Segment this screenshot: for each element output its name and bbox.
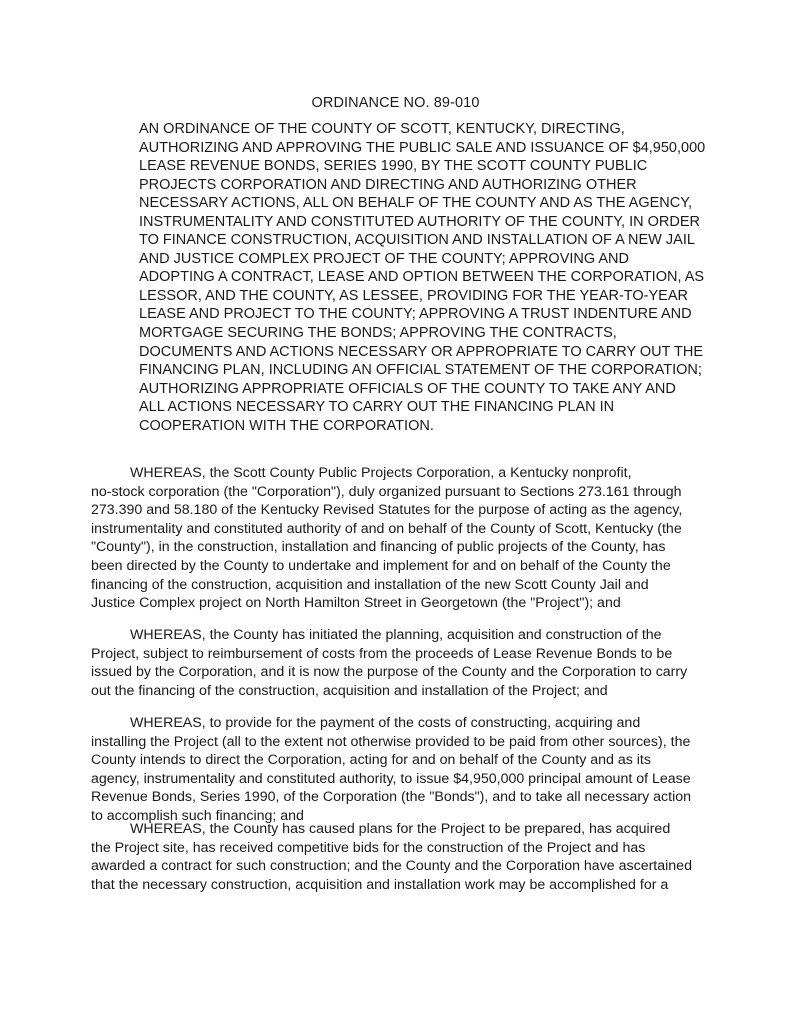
caption-line: ADOPTING A CONTRACT, LEASE AND OPTION BETWEEN THE CORPORATION, AS [139, 269, 705, 286]
paragraph-line: Project, subject to reimbursement of costs from the proceeds of Lease Revenue Bonds to be [91, 645, 673, 662]
paragraph-line: no-stock corporation (the "Corporation"), duly organized pursuant to Sections 273.161 through [91, 483, 682, 500]
paragraph-line: WHEREAS, the Scott County Public Projects Corporation, a Kentucky nonprofit, [130, 465, 632, 481]
caption-line: TO FINANCE CONSTRUCTION, ACQUISITION AND INSTALLATION OF A NEW JAIL [139, 232, 695, 249]
caption-line: MORTGAGE SECURING THE BONDS; APPROVING THE CONTRACTS, [139, 325, 617, 342]
ordinance-caption [139, 120, 706, 435]
caption-line: NECESSARY ACTIONS, ALL ON BEHALF OF THE COUNTY AND AS THE AGENCY, [139, 195, 693, 212]
whereas-paragraph-2 [91, 626, 711, 700]
paragraph-line: been directed by the County to undertake and implement for and on behalf of the County the [91, 557, 671, 574]
caption-line: AN ORDINANCE OF THE COUNTY OF SCOTT, KENTUCKY, DIRECTING, [139, 121, 625, 137]
caption-line: LEASE AND PROJECT TO THE COUNTY; APPROVING A TRUST INDENTURE AND [139, 306, 692, 323]
paragraph-line: out the financing of the construction, acquisition and installation of the Project; and [91, 682, 608, 699]
paragraph-line: installing the Project (all to the extent not otherwise provided to be paid from other sources), the [91, 733, 691, 750]
paragraph-line: instrumentality and constituted authority of and on behalf of the County of Scott, Kentucky (the [91, 520, 682, 537]
caption-line: COOPERATION WITH THE CORPORATION. [139, 417, 434, 434]
caption-line: FINANCING PLAN, INCLUDING AN OFFICIAL STATEMENT OF THE CORPORATION; [139, 362, 702, 379]
paragraph-line: the Project site, has received competitive bids for the construction of the Project and has [91, 839, 646, 856]
paragraph-line: that the necessary construction, acquisition and installation work may be accomplished for a [91, 876, 669, 893]
paragraph-line: issued by the Corporation, and it is now the purpose of the County and the Corporation to carry [91, 664, 688, 681]
whereas-paragraph-4 [91, 820, 711, 894]
whereas-paragraph-1 [91, 464, 711, 613]
paragraph-line: Justice Complex project on North Hamilton Street in Georgetown (the "Project"); and [91, 595, 621, 612]
paragraph-line: to accomplish such financing; and [91, 807, 304, 824]
paragraph-line: 273.390 and 58.180 of the Kentucky Revised Statutes for the purpose of acting as the agency, [91, 502, 683, 519]
paragraph-line: WHEREAS, the County has initiated the planning, acquisition and construction of the [130, 627, 662, 643]
paragraph-line: awarded a contract for such construction; and the County and the Corporation have ascertained [91, 858, 692, 875]
caption-line: AUTHORIZING APPROPRIATE OFFICIALS OF THE COUNTY TO TAKE ANY AND [139, 380, 676, 397]
caption-line: DOCUMENTS AND ACTIONS NECESSARY OR APPROPRIATE TO CARRY OUT THE [139, 343, 704, 360]
paragraph-line: County intends to direct the Corporation, acting for and on behalf of the County and as its [91, 752, 651, 769]
caption-line: LESSOR, AND THE COUNTY, AS LESSEE, PROVIDING FOR THE YEAR-TO-YEAR [139, 287, 688, 304]
paragraph-line: WHEREAS, the County has caused plans for the Project to be prepared, has acquired [130, 821, 671, 837]
paragraph-line: financing of the construction, acquisition and installation of the new Scott County Jail and [91, 576, 649, 593]
caption-line: AUTHORIZING AND APPROVING THE PUBLIC SALE AND ISSUANCE OF $4,950,000 [139, 139, 706, 156]
paragraph-line: "County"), in the construction, installation and financing of public projects of the County, has [91, 539, 666, 556]
caption-line: LEASE REVENUE BONDS, SERIES 1990, BY THE SCOTT COUNTY PUBLIC [139, 158, 648, 175]
caption-line: PROJECTS CORPORATION AND DIRECTING AND AUTHORIZING OTHER [139, 176, 637, 193]
whereas-paragraph-3 [91, 714, 711, 826]
caption-line: AND JUSTICE COMPLEX PROJECT OF THE COUNTY; APPROVING AND [139, 250, 629, 267]
ordinance-title: ORDINANCE NO. 89-010 [311, 95, 480, 111]
paragraph-line: Revenue Bonds, Series 1990, of the Corporation (the "Bonds"), and to take all necessary action [91, 789, 691, 806]
caption-line: ALL ACTIONS NECESSARY TO CARRY OUT THE FINANCING PLAN IN [139, 399, 615, 416]
caption-line: INSTRUMENTALITY AND CONSTITUTED AUTHORITY OF THE COUNTY, IN ORDER [139, 213, 700, 230]
paragraph-line: agency, instrumentality and constituted authority, to issue $4,950,000 principal amount of Lease [91, 770, 691, 787]
paragraph-line: WHEREAS, to provide for the payment of the costs of constructing, acquiring and [130, 715, 641, 731]
